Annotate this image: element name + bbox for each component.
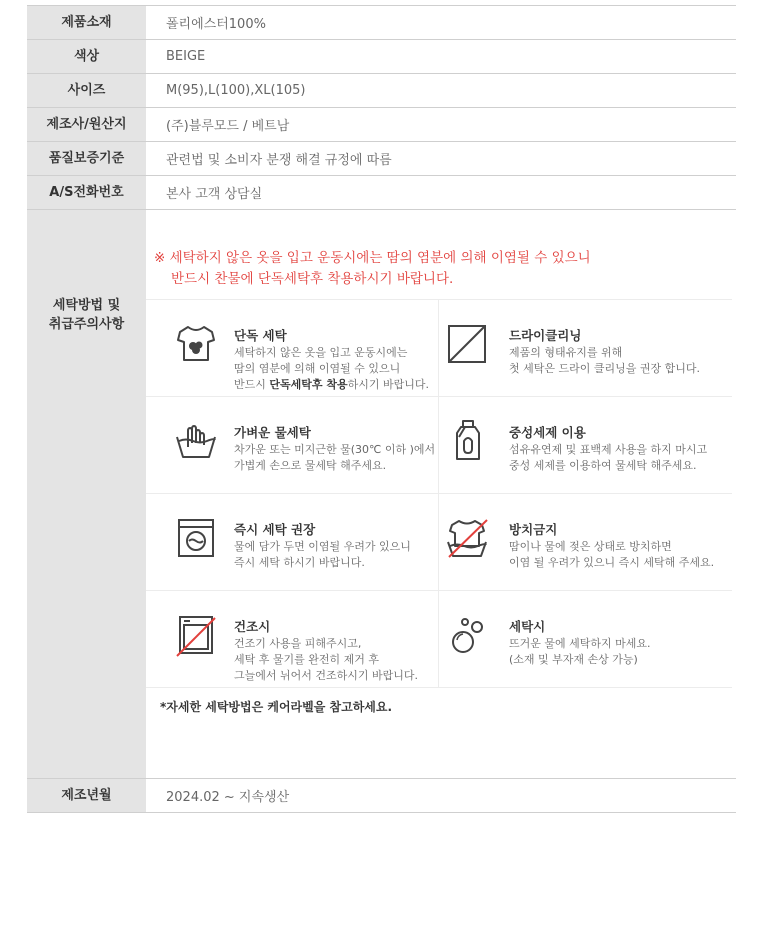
care-item-title: 중성세제 이용 bbox=[509, 425, 586, 440]
info-row-color bbox=[27, 40, 736, 74]
care-item-desc bbox=[509, 442, 707, 474]
desc-line: 이염 될 우려가 있으니 즉시 세탁해 주세요. bbox=[509, 556, 715, 569]
desc-text: 반드시 bbox=[234, 378, 270, 391]
info-row-care bbox=[27, 210, 736, 779]
row-value: M(95),L(100),XL(105) bbox=[166, 83, 306, 98]
care-item-title: 가벼운 물세탁 bbox=[234, 425, 311, 440]
info-row-manufacturer bbox=[27, 108, 736, 142]
desc-line: 뜨거운 물에 세탁하지 마세요. bbox=[509, 637, 651, 650]
care-item-desc bbox=[234, 442, 435, 474]
desc-line: 즉시 세탁 하시기 바랍니다. bbox=[234, 556, 365, 569]
care-footnote: *자세한 세탁방법은 케어라벨을 참고하세요. bbox=[160, 700, 393, 714]
care-item-solo-wash bbox=[146, 300, 439, 396]
care-item-desc bbox=[509, 345, 700, 377]
info-row-quality bbox=[27, 142, 736, 176]
row-label: 제조년월 bbox=[27, 779, 146, 812]
care-item-title: 단독 세탁 bbox=[234, 328, 287, 343]
care-grid-row bbox=[146, 300, 732, 397]
no-soak-icon bbox=[445, 516, 489, 560]
care-panel bbox=[146, 210, 736, 778]
row-value: 본사 고객 상담실 bbox=[166, 187, 263, 202]
row-label: 제품소재 bbox=[27, 6, 146, 39]
desc-line: 중성 세제를 이용하여 물세탁 해주세요. bbox=[509, 459, 697, 472]
care-grid-row bbox=[146, 591, 732, 688]
desc-line: 땀이나 물에 젖은 상태로 방치하면 bbox=[509, 540, 672, 553]
row-label: A/S전화번호 bbox=[27, 176, 146, 209]
desc-line: 물에 담가 두면 이염될 우려가 있으니 bbox=[234, 540, 411, 553]
desc-line: (소재 및 부자재 손상 가능) bbox=[509, 653, 638, 666]
row-value: (주)블루모드 / 베트남 bbox=[166, 119, 290, 134]
desc-bold: 단독세탁후 착용 bbox=[269, 378, 348, 391]
care-item-wash-immediately bbox=[146, 494, 439, 590]
row-value: 2024.02 ~ 지속생산 bbox=[166, 790, 290, 805]
row-value: 폴리에스터100% bbox=[166, 17, 266, 32]
info-row-as-phone bbox=[27, 176, 736, 210]
desc-line: 세탁하지 않은 옷을 입고 운동시에는 bbox=[234, 346, 408, 359]
desc-line: 첫 세탁은 드라이 클리닝을 권장 합니다. bbox=[509, 362, 700, 375]
care-warning bbox=[154, 248, 591, 290]
care-item-desc bbox=[234, 539, 411, 571]
product-info-table bbox=[27, 5, 736, 813]
care-item-title: 세탁시 bbox=[509, 619, 546, 634]
detergent-bottle-icon bbox=[445, 419, 489, 463]
row-label: 색상 bbox=[27, 40, 146, 73]
care-item-title: 방치금지 bbox=[509, 522, 558, 537]
desc-line: 건조기 사용을 피해주시고, bbox=[234, 637, 362, 650]
care-grid bbox=[146, 299, 732, 688]
care-label-line1: 세탁방법 및 bbox=[52, 298, 121, 313]
care-item-drying bbox=[146, 591, 439, 687]
care-item-title: 드라이클리닝 bbox=[509, 328, 582, 343]
care-item-title: 건조시 bbox=[234, 619, 271, 634]
care-item-title: 즉시 세탁 권장 bbox=[234, 522, 316, 537]
washing-machine-icon bbox=[174, 516, 218, 560]
row-label: 품질보증기준 bbox=[27, 142, 146, 175]
warning-line1: ※ 세탁하지 않은 옷을 입고 운동시에는 땀의 염분에 의해 이염될 수 있으니 bbox=[154, 250, 591, 266]
info-row-size bbox=[27, 74, 736, 108]
care-label bbox=[27, 210, 146, 778]
desc-line: 그늘에서 뉘어서 건조하시기 바랍니다. bbox=[234, 669, 419, 682]
desc-line: 가볍게 손으로 물세탁 해주세요. bbox=[234, 459, 387, 472]
desc-line: 차가운 또는 미지근한 물(30℃ 이하 )에서 bbox=[234, 443, 436, 456]
care-grid-row bbox=[146, 494, 732, 591]
care-item-desc bbox=[509, 636, 651, 668]
warning-line2: 반드시 찬물에 단독세탁후 착용하시기 바랍니다. bbox=[171, 271, 454, 287]
row-value: BEIGE bbox=[166, 49, 206, 64]
bubbles-icon bbox=[445, 613, 489, 657]
care-item-dry-clean bbox=[439, 300, 732, 396]
hand-wash-icon bbox=[174, 419, 218, 463]
row-label: 사이즈 bbox=[27, 74, 146, 107]
care-item-desc bbox=[509, 539, 714, 571]
care-label-line2: 취급주의사항 bbox=[48, 317, 125, 332]
care-item-washing-temp bbox=[439, 591, 732, 687]
dry-clean-icon bbox=[445, 322, 489, 366]
care-item-desc bbox=[234, 345, 429, 393]
care-item-desc bbox=[234, 636, 418, 684]
desc-line: 땀의 염분에 의해 이염될 수 있으니 bbox=[234, 362, 401, 375]
care-item-no-leaving bbox=[439, 494, 732, 590]
desc-line bbox=[234, 377, 429, 393]
row-label: 제조사/원산지 bbox=[27, 108, 146, 141]
desc-line: 제품의 형태유지를 위해 bbox=[509, 346, 623, 359]
desc-text: 하시기 바랍니다. bbox=[347, 378, 429, 391]
care-grid-row bbox=[146, 397, 732, 494]
desc-line: 세탁 후 물기를 완전히 제거 후 bbox=[234, 653, 379, 666]
desc-line: 섬유유연제 및 표백제 사용을 하지 마시고 bbox=[509, 443, 708, 456]
care-item-neutral-detergent bbox=[439, 397, 732, 493]
no-dryer-icon bbox=[174, 613, 218, 657]
care-item-hand-wash bbox=[146, 397, 439, 493]
row-value: 관련법 및 소비자 분쟁 해결 규정에 따름 bbox=[166, 153, 392, 168]
info-row-material bbox=[27, 6, 736, 40]
info-row-manufacture-date bbox=[27, 779, 736, 813]
shirt-wash-icon bbox=[174, 322, 218, 366]
